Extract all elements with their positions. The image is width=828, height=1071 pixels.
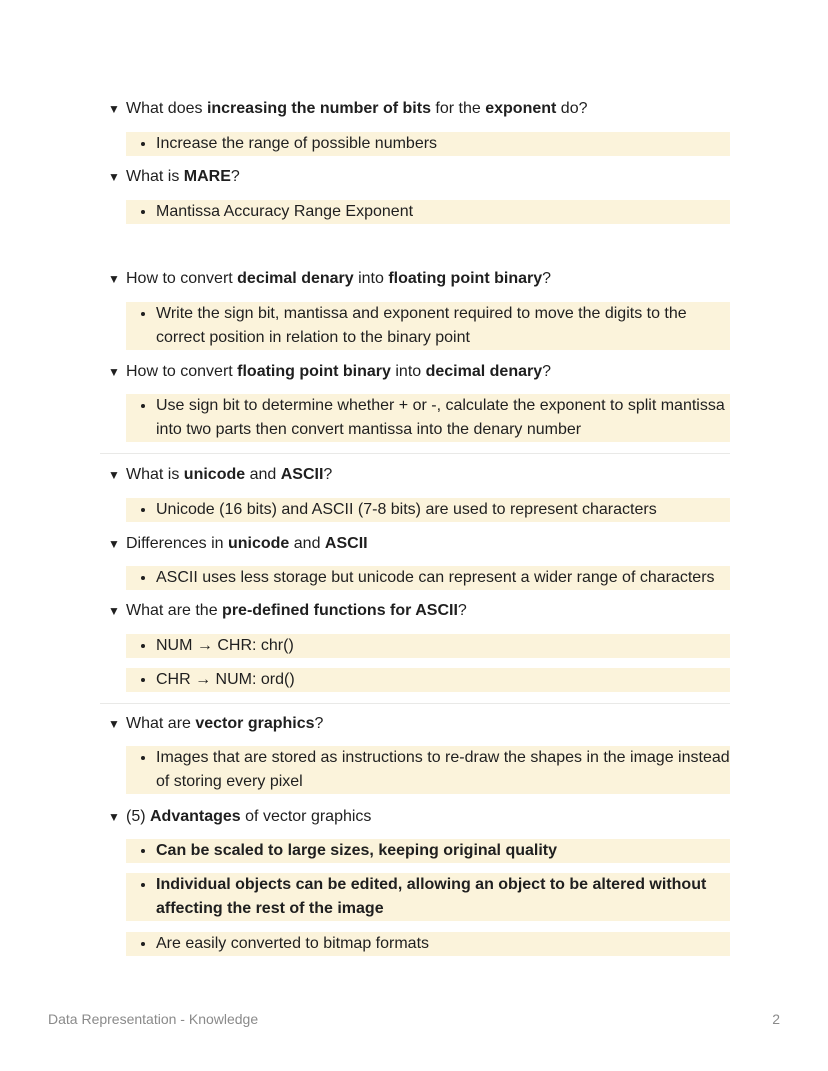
toggle-triangle-icon[interactable]: ▼ xyxy=(108,272,120,286)
bullet-item: • Mantissa Accuracy Range Exponent xyxy=(156,200,730,224)
text: How to convert xyxy=(126,270,238,287)
toggle-triangle-icon[interactable]: ▼ xyxy=(108,365,120,379)
text: ? xyxy=(542,363,552,380)
toggle-question[interactable] xyxy=(108,712,323,736)
text: Differences in xyxy=(126,535,228,552)
toggle-question[interactable] xyxy=(108,599,467,623)
footer-title: Data Representation - Knowledge xyxy=(48,1011,259,1027)
page-number: 2 xyxy=(772,1011,780,1027)
callout xyxy=(126,746,730,794)
text: ? xyxy=(230,168,240,185)
bullet-item: • Unicode (16 bits) and ASCII (7-8 bits) are used to represent characters xyxy=(156,498,730,522)
bold-text: Can be scaled to large sizes, keeping original quality xyxy=(156,842,558,859)
bold-text: increasing the number of bits xyxy=(206,100,431,117)
bold-text: pre-defined functions for ASCII xyxy=(222,602,458,619)
text: What is xyxy=(126,466,184,483)
text: into xyxy=(390,363,426,380)
callout xyxy=(126,302,730,350)
bold-text: ASCII xyxy=(280,466,324,483)
toggle-triangle-icon[interactable]: ▼ xyxy=(108,468,120,482)
bold-text: floating point binary xyxy=(237,363,391,380)
text: How to convert xyxy=(126,363,238,380)
bold-text: Individual objects can be edited, allowing an object to be altered without affecting the rest of the image xyxy=(156,876,707,917)
toggle-question[interactable] xyxy=(108,165,240,189)
bullet-item: • Increase the range of possible numbers xyxy=(156,132,730,156)
text: of vector graphics xyxy=(240,808,372,825)
callout xyxy=(126,566,730,590)
text: into xyxy=(353,270,389,287)
bold-text: vector graphics xyxy=(195,715,315,732)
callout xyxy=(126,873,730,921)
bold-text: decimal denary xyxy=(425,363,543,380)
callout xyxy=(126,394,730,442)
bullet-item xyxy=(156,873,730,921)
bold-text: floating point binary xyxy=(388,270,543,287)
bold-text: exponent xyxy=(485,100,557,117)
toggle-triangle-icon[interactable]: ▼ xyxy=(108,604,120,618)
bullet-item: • CHR → NUM: ord() xyxy=(156,668,730,692)
toggle-question[interactable] xyxy=(108,97,587,121)
callout xyxy=(126,200,730,224)
callout xyxy=(126,932,730,956)
divider xyxy=(100,453,730,454)
text: What are the xyxy=(126,602,223,619)
toggle-question[interactable] xyxy=(108,267,551,291)
text: and xyxy=(245,466,281,483)
bold-text: unicode xyxy=(183,466,246,483)
toggle-triangle-icon[interactable]: ▼ xyxy=(108,717,120,731)
toggle-question[interactable] xyxy=(108,463,332,487)
toggle-question[interactable] xyxy=(108,532,368,556)
bold-text: MARE xyxy=(183,168,231,185)
bold-text: unicode xyxy=(227,535,290,552)
text: ? xyxy=(542,270,552,287)
toggle-question[interactable] xyxy=(108,805,371,829)
callout xyxy=(126,634,730,658)
bullet-item: • NUM → CHR: chr() xyxy=(156,634,730,658)
text: ? xyxy=(457,602,467,619)
bold-text: decimal denary xyxy=(237,270,354,287)
text: ? xyxy=(323,466,333,483)
text: do? xyxy=(556,100,588,117)
bullet-item: • Are easily converted to bitmap formats xyxy=(156,932,730,956)
text: (5) xyxy=(126,808,150,825)
bullet-item xyxy=(156,839,730,863)
text: ? xyxy=(314,715,324,732)
toggle-triangle-icon[interactable]: ▼ xyxy=(108,170,120,184)
callout xyxy=(126,839,730,863)
callout xyxy=(126,132,730,156)
bullet-item: • Use sign bit to determine whether + or -, calculate the exponent to split mantissa into two parts then convert mantissa into the denary number xyxy=(156,394,730,442)
bold-text: Advantages xyxy=(150,808,241,825)
text: and xyxy=(289,535,325,552)
bullet-item: • Images that are stored as instructions to re-draw the shapes in the image instead of storing every pixel xyxy=(156,746,730,794)
toggle-triangle-icon[interactable]: ▼ xyxy=(108,102,120,116)
callout xyxy=(126,668,730,692)
bullet-item: • Write the sign bit, mantissa and exponent required to move the digits to the correct position in relation to the binary point xyxy=(156,302,730,350)
text: What is xyxy=(126,168,184,185)
bold-text: ASCII xyxy=(324,535,368,552)
toggle-question[interactable] xyxy=(108,360,551,384)
text: What are xyxy=(126,715,196,732)
text: for the xyxy=(430,100,486,117)
divider xyxy=(100,703,730,704)
text: What does xyxy=(126,100,207,117)
bullet-item: • ASCII uses less storage but unicode can represent a wider range of characters xyxy=(156,566,730,590)
toggle-triangle-icon[interactable]: ▼ xyxy=(108,537,120,551)
toggle-triangle-icon[interactable]: ▼ xyxy=(108,810,120,824)
callout xyxy=(126,498,730,522)
